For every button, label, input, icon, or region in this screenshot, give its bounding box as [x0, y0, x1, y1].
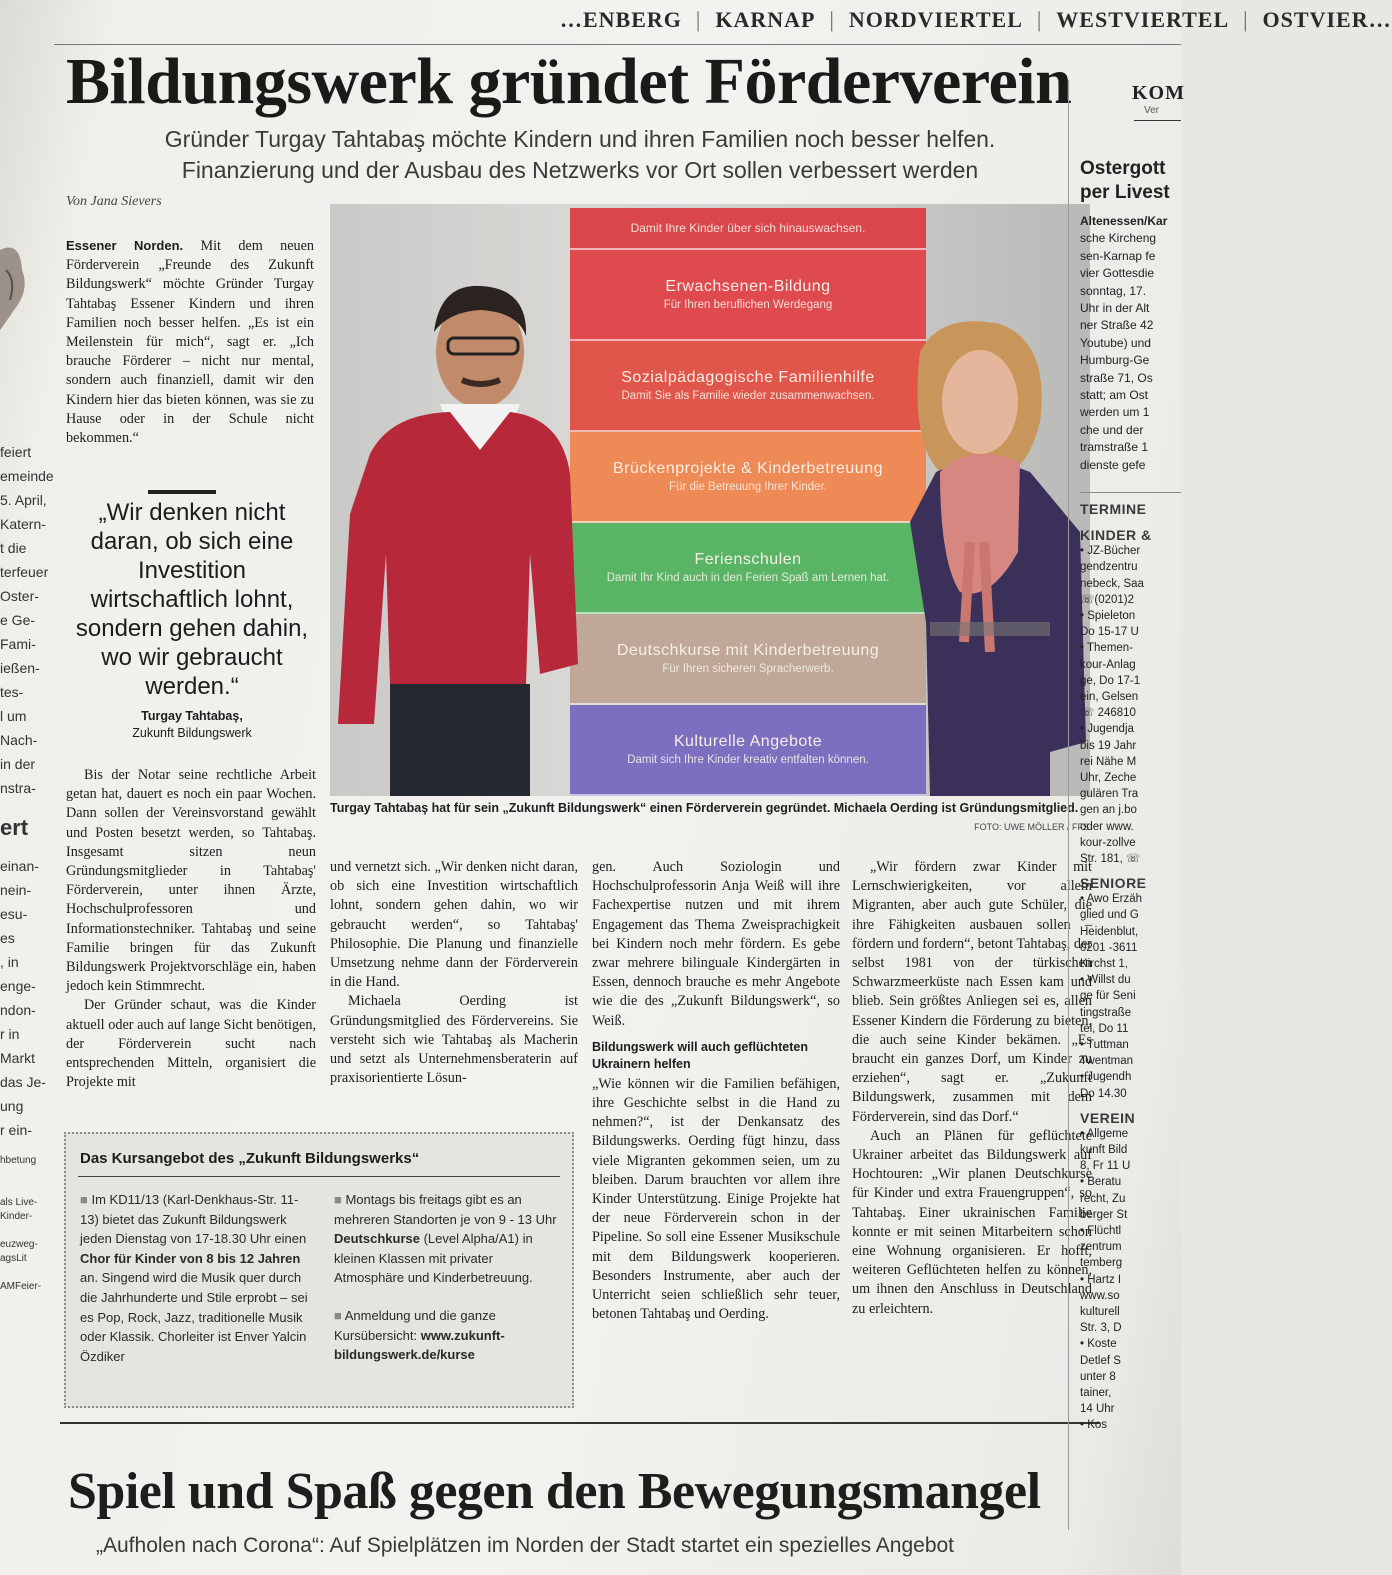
course-box-right: [334, 1190, 564, 1365]
text-line: ießen-: [0, 660, 40, 676]
german-course-post: (Level Alpha/A1) in kleinen Klassen mit privater Atmosphäre und Kinderbetreuung.: [334, 1231, 533, 1286]
subhead-line-2: Finanzierung und der Ausbau des Netzwerks vor Ort sollen verbessert werden: [181, 157, 979, 183]
body-column-4: [852, 858, 1092, 1319]
text-line: temberg: [1080, 1257, 1123, 1270]
text-line: kour-zollve: [1080, 836, 1136, 849]
text-line: sche Kircheng: [1080, 231, 1157, 246]
sidebar-text: [1080, 213, 1181, 474]
quote-author-name: Turgay Tahtabaş,: [141, 709, 243, 723]
text-line: Markt: [0, 1050, 35, 1066]
banner-band-title: Brückenprojekte & Kinderbetreuung: [613, 460, 883, 478]
sidebar-section-sub: Ver: [1144, 105, 1160, 116]
text-line: r ein-: [0, 1122, 32, 1138]
text-line: tes-: [0, 684, 24, 700]
section-rule: [60, 1422, 1100, 1424]
text-line: glied und G: [1080, 909, 1139, 922]
text-line: • JZ-Bücher: [1080, 545, 1141, 558]
illustration-fragment-icon: [0, 230, 36, 340]
text-line: t die: [0, 540, 27, 556]
text-line: Do 14.30: [1080, 1087, 1127, 1100]
text-line: Do 15-17 U: [1080, 626, 1139, 639]
kinder-heading: KINDER &: [1080, 527, 1152, 544]
intro-text: Mit dem neuen Förderverein „Freunde des Zukunft Bildungswerk“ möchte Gründer Turgay Tahtabaş Essener Kindern und ihren Familien noch besser helfen. „Es ist ein Meilenstein für mich“, sagt er. „Ich brauche Förderer – nicht nur mental, sondern auch finanziell, damit wir den Kindern hier das bieten können, was sie zu Hause oder in der Schule nicht bekommen.“: [66, 238, 314, 447]
text-line: werden um 1: [1080, 405, 1150, 420]
district-nav-item: KARNAP: [715, 7, 816, 32]
fragment-block-small: [0, 1154, 56, 1294]
pull-quote: „Wir denken nicht daran, ob sich eine Investition wirtschaftlich lohnt, sondern gehen dahin, wo wir gebraucht werden.“: [75, 499, 309, 700]
text-line: Uhr in der Alt: [1080, 301, 1150, 316]
banner-band-subtitle: Für die Betreuung Ihrer Kinder.: [669, 481, 827, 494]
fragment-heading: ert: [0, 815, 29, 840]
text-line: agsLit: [0, 1253, 27, 1264]
quote-author-org: Zukunft Bildungswerk: [132, 726, 252, 740]
text-line: Nach-: [0, 732, 38, 748]
text-line: l um: [0, 708, 27, 724]
banner-band: [570, 208, 926, 250]
next-article-headline: Spiel und Spaß gegen den Bewegungsmangel: [68, 1463, 1041, 1520]
text-line: Altenessen/Kar: [1080, 214, 1168, 228]
text-line: tainer,: [1080, 1387, 1112, 1400]
text-line: [0, 1168, 56, 1182]
article-intro: [66, 236, 314, 448]
text-line: [0, 1224, 56, 1238]
district-nav: [560, 0, 1392, 40]
subhead-line-1: Gründer Turgay Tahtabaş möchte Kindern und ihren Familien noch besser helfen.: [164, 126, 996, 152]
text-line: • Hartz I: [1080, 1273, 1122, 1286]
district-nav-item: NORDVIERTEL: [848, 7, 1023, 32]
text-line: berger St: [1080, 1208, 1128, 1221]
text-line: emeinde: [0, 468, 54, 484]
col4-paragraph-2: Auch an Plänen für geflüchtete Ukrainer arbeitet das Bildungswerk auf Hochtouren: „Wir planen Deutschkurse für Kinder und extra Frauengruppen“, so Tahtabaş. Einer ukrainischen Familie konnte er mit seinen Mitarbeitern schon eine Wohnung organisieren. Er hofft, weiteren Geflüchteten helfen zu können, um ihnen den Anschluss in Deutschland zu erleichtern.: [852, 1127, 1092, 1317]
text-line: hbetung: [0, 1155, 37, 1166]
text-line: • Awo Erzäh: [1080, 893, 1142, 906]
senioren-heading: SENIORE: [1080, 875, 1147, 892]
banner-band-title: Sozialpädagogische Familienhilfe: [621, 369, 875, 387]
text-line: nein-: [0, 882, 32, 898]
text-line: vier Gottesdie: [1080, 266, 1155, 281]
bullet-square-icon: ■: [80, 1192, 92, 1207]
text-line: • Tuttman: [1080, 1038, 1129, 1051]
text-line: feiert: [0, 444, 32, 460]
text-line: dienste gefe: [1080, 457, 1146, 472]
sidebar-headline-1: Ostergott: [1080, 158, 1166, 179]
text-line: kulturell: [1080, 1306, 1120, 1319]
vereine-list: [1080, 1126, 1181, 1434]
nav-separator: |: [695, 7, 702, 32]
article-photo: [330, 204, 1090, 796]
course-box-title: Das Kursangebot des „Zukunft Bildungswerks“: [80, 1150, 420, 1167]
text-line: • Jugendh: [1080, 1071, 1132, 1084]
text-line: [0, 1266, 56, 1280]
text-line: terfeuer: [0, 564, 49, 580]
banner-band-subtitle: Damit Sie als Familie wieder zusammenwachsen.: [621, 390, 875, 403]
article-headline: Bildungswerk gründet Förderverein: [66, 45, 1072, 118]
text-line: • Koste: [1080, 1338, 1117, 1351]
photo-caption: Turgay Tahtabaş hat für sein „Zukunft Bildungswerk“ einen Förderverein gegründet. Michaela Oerding ist Gründungsmitglied.: [330, 801, 1079, 815]
quote-rule: [148, 490, 216, 494]
text-line: ung: [0, 1098, 24, 1114]
text-line: • Themen-: [1080, 642, 1134, 655]
text-line: tel, Do 11: [1080, 1022, 1129, 1035]
banner-band-title: Deutschkurse mit Kinderbetreuung: [616, 642, 880, 660]
fragment-block-a: [0, 440, 56, 800]
rollup-banner: [570, 208, 926, 796]
banner-band-subtitle: Damit sich Ihre Kinder kreativ entfalten können.: [627, 754, 869, 767]
article-subhead: [100, 124, 1060, 186]
vereine-heading: VEREIN: [1080, 1109, 1136, 1126]
text-line: enge-: [0, 978, 36, 994]
banner-band-subtitle: Für Ihren beruflichen Werdegang: [663, 299, 833, 312]
text-line: r in: [0, 1026, 20, 1042]
text-line: • Jugendja: [1080, 723, 1134, 736]
text-line: • Allgeme: [1080, 1127, 1129, 1140]
text-line: ge, Do 17-1: [1080, 674, 1141, 687]
text-line: in der: [0, 756, 36, 772]
text-line: Katern-: [0, 516, 46, 532]
banner-band: [570, 250, 926, 341]
quote-attribution: [66, 708, 318, 742]
text-line: statt; am Ost: [1080, 388, 1149, 403]
text-line: Fami-: [0, 636, 36, 652]
text-line: Heidenblut,: [1080, 925, 1139, 938]
text-line: kunft Bild: [1080, 1144, 1128, 1156]
text-line: ndon-: [0, 1002, 36, 1018]
banner-band-subtitle: Für Ihren sicheren Spracherwerb.: [662, 663, 834, 676]
text-line: • Flüchtl: [1080, 1225, 1122, 1238]
text-line: tramstraße 1: [1080, 440, 1149, 455]
text-line: zentrum: [1080, 1241, 1122, 1254]
banner-band: [570, 432, 926, 523]
course-box-left: [80, 1190, 310, 1366]
text-line: ☏ 246810: [1080, 707, 1136, 720]
text-line: 0201 -3611: [1080, 941, 1138, 954]
choir-text-bold: Chor für Kinder von 8 bis 12 Jahren: [80, 1250, 301, 1266]
text-line: Str. 3, D: [1080, 1322, 1122, 1335]
registration-link[interactable]: www.zukunft-bildungswerk.de/kurse: [334, 1327, 505, 1363]
banner-band: [570, 341, 926, 432]
german-course-pre: Montags bis freitags gibt es an mehreren Standorten je von 9 - 13 Uhr: [334, 1192, 557, 1227]
text-line: Oster-: [0, 588, 39, 604]
text-line: gen an j.bo: [1080, 804, 1137, 817]
col2-paragraph-2: Michaela Oerding ist Gründungsmitglied des Fördervereins. Sie versteht sich wie Tahtabaş als Macherin und setzt als Unternehmensberaterin auf praxisorientierte Lösun-: [330, 993, 578, 1087]
choir-text-post: an. Singend wird die Musik quer durch die Jahrhunderte und Stile erprobt – sei es Pop, Rock, Jazz, traditionelle Musik oder Klassik. Chorleiter ist Enver Yalcin Özdiker: [80, 1270, 308, 1364]
right-sidebar: [1080, 82, 1185, 1434]
body-column-2: [330, 858, 578, 1088]
text-line: sonntag, 17.: [1080, 283, 1147, 298]
col3-paragraph-2: „Wie können wir die Familien befähigen, ihre Geschichte selbst in die Hand zu nehmen?“, ist der Denkansatz des Bildungswerks. Oerding fügt hinzu, dass viele Migranten gekommen seien, um zu bleiben. Darum brauchten vor allem ihre Kinder Unterstützung. Einige Projekte hat der neue Förderverein schon in der Pipeline. So soll eine Essener Musikschule mit dem Bildungswerk kooperieren. Besonders Instrumente, aber auch der Unterricht seien schließlich sehr teuer, betonen Tahtabaş und Oerding.: [592, 1075, 840, 1323]
dateline: Essener Norden.: [66, 238, 184, 253]
text-line: rei Nähe M: [1080, 755, 1137, 768]
text-line: kour-Anlag: [1080, 658, 1136, 671]
col2-paragraph-1: und vernetzt sich. „Wir denken nicht daran, ob sich eine Investition wirtschaftlich lohnt, sondern gehen dahin, wo wir gebraucht werden“, so Tahtabaş' Philosophie. Die Planung und finanzielle Umsetzung nehme dann der Förderverein in die Hand.: [330, 859, 578, 991]
text-line: oder www.: [1080, 820, 1134, 833]
text-line: das Je-: [0, 1074, 46, 1090]
text-line: • Kos: [1080, 1419, 1108, 1432]
choir-text-pre: Im KD11/13 (Karl-Denkhaus-Str. 11-13) bietet das Zukunft Bildungswerk jeden Dienstag von 17-18.30 Uhr einen: [80, 1192, 307, 1247]
text-line: nstra-: [0, 780, 36, 796]
text-line: Kirchst 1,: [1080, 957, 1128, 970]
district-nav-item: WESTVIERTEL: [1056, 7, 1230, 32]
banner-band-subtitle: Damit Ihr Kind auch in den Ferien Spaß am Lernen hat.: [606, 572, 890, 585]
text-line: einan-: [0, 858, 39, 874]
text-line: che und der: [1080, 422, 1144, 437]
termine-heading: TERMINE: [1080, 492, 1181, 517]
text-line: Youtube) und: [1080, 335, 1151, 350]
banner-band-title: Kulturelle Angebote: [673, 733, 823, 751]
text-line: ☏(0201)2: [1080, 593, 1135, 606]
text-line: 5. April,: [0, 492, 47, 508]
text-line: es: [0, 930, 15, 946]
text-line: • Willst du: [1080, 974, 1131, 987]
text-line: www.so: [1080, 1289, 1120, 1302]
text-line: • Spieleton: [1080, 609, 1136, 622]
text-line: Uhr, Zeche: [1080, 771, 1137, 784]
text-line: sen-Karnap fe: [1080, 248, 1156, 263]
col3-subheading: Bildungswerk will auch geflüchteten Ukrainern helfen: [592, 1039, 809, 1071]
previous-article-fragment: [0, 440, 56, 1575]
nav-separator: |: [1243, 7, 1249, 32]
text-line: Detlef S: [1080, 1354, 1121, 1367]
banner-band-subtitle: Damit Ihre Kinder über sich hinauswachsen.: [630, 221, 866, 236]
body-column-3: [592, 858, 840, 1324]
text-line: nebeck, Saa: [1080, 577, 1144, 590]
col4-paragraph-1: „Wir fördern zwar Kinder mit Lernschwierigkeiten, vor allem Migranten, aber auch gute Schüler, die ihre Fähigkeiten ausbauen sollen – fördern und fordern“, betont Tahtabaş, der selbst 1981 von der türkischen Schwarzmeerküste nach Essen kam und blieb. Sein größtes Anliegen sei es, allen Essener Kindern die Förderung zu bieten, die auch seine Kinder bekämen. „Es braucht ein ganzes Dorf, um Kinder zu erziehen“, sagt er. „Zukunft Bildungswerk, zusammen mit dem Förderverein, sind das Dorf.“: [852, 859, 1092, 1125]
man-figure-icon: [330, 254, 580, 796]
text-line: • Beratu: [1080, 1176, 1122, 1189]
senioren-list: [1080, 891, 1181, 1102]
banner-band-title: Ferienschulen: [694, 551, 802, 569]
text-line: tingstraße: [1080, 1006, 1132, 1019]
col3-paragraph-1: gen. Auch Soziologin und Hochschulprofessorin Anja Weiß will ihre Fachexpertise nutzen und mit ihrem Engagement das Thema Zweisprachigkeit bei Kindern noch mehr fördern. Es gebe zwar mehrere bilinguale Kindergärten in Essen, dennoch brauche es mehr Angebote wie die des „Zukunft Bildungswerk“, so Weiß.: [592, 859, 840, 1029]
byline: Von Jana Sievers: [66, 194, 162, 209]
banner-band: [570, 523, 926, 614]
text-line: 8, Fr 11 U: [1080, 1160, 1131, 1173]
district-nav-item: …ENBERG: [560, 7, 682, 32]
text-line: Humburg-Ge: [1080, 353, 1150, 368]
text-line: gendzentru: [1080, 561, 1138, 574]
body-column-1: [66, 766, 316, 1092]
text-line: euzweg-: [0, 1239, 38, 1250]
text-line: Twentman: [1080, 1055, 1134, 1068]
text-line: als Live-: [0, 1197, 38, 1208]
sidebar-section-label: KOM: [1132, 82, 1185, 104]
text-line: Str. 181, ☏: [1080, 852, 1141, 865]
col1-paragraph-1: Bis der Notar seine rechtliche Arbeit getan hat, dauert es noch ein paar Wochen. Dann sollen der Vereinsvorstand gewählt und Posten besetzt werden, so Tahtabaş. Insgesamt sitzen neun Gründungsmitglieder in Tahtabaş' Förderverein, unter ihnen Ärzte, Hochschulprofessoren und Informationstechniker. Tahtabaş und seine Familie bringen für das Zukunft Bildungswerk Projektvorschläge ein, haben jedoch kein Stimmrecht.: [66, 767, 316, 995]
text-line: 14 Uhr: [1080, 1403, 1115, 1416]
text-line: ge für Seni: [1080, 990, 1136, 1003]
sidebar-headline-2: per Livest: [1080, 182, 1170, 203]
bullet-square-icon: ■: [334, 1192, 346, 1207]
kinder-list: [1080, 543, 1181, 867]
col1-paragraph-2: Der Gründer schaut, was die Kinder aktuell oder auch auf lange Sicht benötigen, der Förderverein sucht nach entsprechenden Mitteln, organisiert die Projekte mit: [66, 997, 316, 1091]
nav-separator: |: [829, 7, 835, 32]
registration-pre: Anmeldung und die ganze Kursübersicht:: [334, 1307, 496, 1343]
text-line: AMFeier-: [0, 1281, 42, 1292]
sidebar-rule: [1134, 120, 1181, 121]
nav-separator: |: [1036, 7, 1043, 32]
banner-band: [570, 705, 926, 796]
text-line: gulären Tra: [1080, 788, 1139, 801]
text-line: esu-: [0, 906, 28, 922]
text-line: unter 8: [1080, 1370, 1116, 1383]
text-line: Kinder-: [0, 1211, 33, 1222]
course-info-box: [64, 1132, 574, 1408]
woman-figure-icon: [900, 322, 1090, 796]
photo-credit: FOTO: UWE MÖLLER / FFS: [974, 822, 1089, 832]
sidebar-divider: [1068, 80, 1069, 1530]
bullet-square-icon: ■: [334, 1307, 345, 1323]
text-line: ein, Gelsen: [1080, 690, 1139, 703]
text-line: e Ge-: [0, 612, 36, 628]
text-line: , in: [0, 954, 19, 970]
fragment-block-b: [0, 854, 56, 1142]
course-box-rule: [78, 1176, 560, 1177]
text-line: ner Straße 42: [1080, 318, 1154, 333]
text-line: straße 71, Os: [1080, 370, 1153, 385]
text-line: [0, 1182, 56, 1196]
next-article-subhead: „Aufholen nach Corona“: Auf Spielplätzen im Norden der Stadt startet ein spezielles Angebot: [96, 1534, 955, 1557]
district-nav-item: OSTVIER…: [1262, 7, 1392, 32]
text-line: bis 19 Jahr: [1080, 739, 1137, 752]
banner-band: [570, 614, 926, 705]
banner-band-title: Erwachsenen-Bildung: [665, 278, 831, 296]
text-line: recht, Zu: [1080, 1192, 1126, 1205]
german-course-bold: Deutschkurse: [334, 1231, 420, 1247]
